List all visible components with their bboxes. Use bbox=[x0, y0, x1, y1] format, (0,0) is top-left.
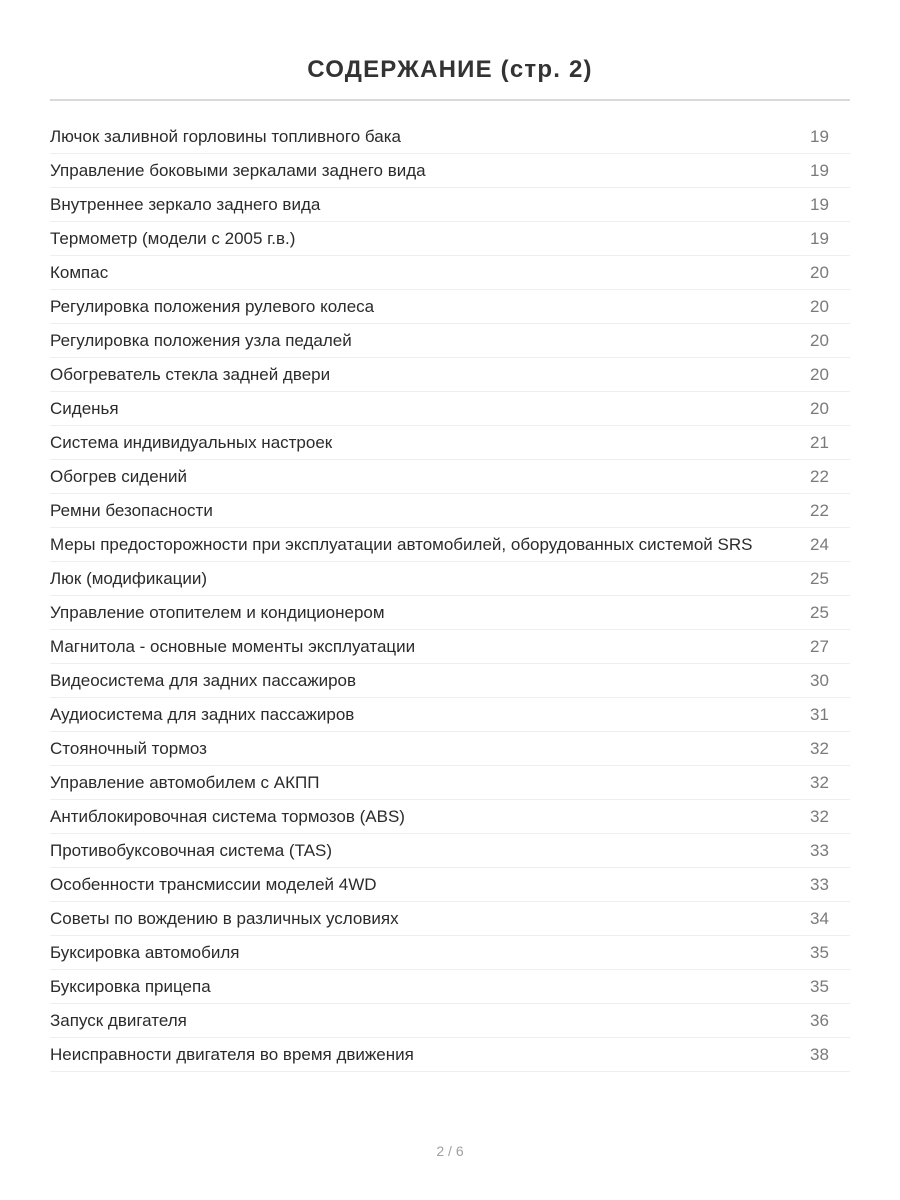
toc-entry[interactable] bbox=[50, 868, 850, 902]
toc-entry-page: 20 bbox=[810, 331, 829, 350]
toc-entry-title: Обогреватель стекла задней двери bbox=[50, 365, 331, 384]
toc-entry-page: 27 bbox=[810, 637, 829, 656]
toc-entry-title: Аудиосистема для задних пассажиров bbox=[50, 705, 355, 724]
toc-entry-title: Управление автомобилем с АКПП bbox=[50, 773, 320, 792]
toc-entry[interactable] bbox=[50, 766, 850, 800]
toc-entry-page: 19 bbox=[810, 127, 829, 146]
toc-entry-page: 20 bbox=[810, 263, 829, 282]
toc-entry-page: 33 bbox=[810, 841, 829, 860]
toc-entry-page: 25 bbox=[810, 569, 829, 588]
title-divider bbox=[50, 99, 850, 101]
toc-entry[interactable] bbox=[50, 834, 850, 868]
toc-entry-page: 32 bbox=[810, 773, 829, 792]
toc-entry-page: 30 bbox=[810, 671, 829, 690]
toc-entry-title: Буксировка автомобиля bbox=[50, 943, 240, 962]
toc-entry-title: Люк (модификации) bbox=[50, 569, 208, 588]
toc-entry-title: Лючок заливной горловины топливного бака bbox=[50, 127, 401, 146]
toc-entry[interactable] bbox=[50, 596, 850, 630]
toc-entry-title: Особенности трансмиссии моделей 4WD bbox=[50, 875, 377, 894]
toc-entry-page: 20 bbox=[810, 399, 829, 418]
toc-entry[interactable] bbox=[50, 426, 850, 460]
toc-entry-title: Внутреннее зеркало заднего вида bbox=[50, 195, 321, 214]
toc-entry-title: Термометр (модели с 2005 г.в.) bbox=[50, 229, 296, 248]
toc-entry-page: 19 bbox=[810, 161, 829, 180]
toc-entry-page: 22 bbox=[810, 467, 829, 486]
toc-entry-title: Магнитола - основные моменты эксплуатации bbox=[50, 637, 416, 656]
toc-entry[interactable] bbox=[50, 256, 850, 290]
page-title: СОДЕРЖАНИЕ (стр. 2) bbox=[307, 56, 593, 84]
toc-entry[interactable] bbox=[50, 936, 850, 970]
toc-entry-title: Советы по вождению в различных условиях bbox=[50, 909, 399, 928]
toc-entry[interactable] bbox=[50, 562, 850, 596]
toc-entry-title: Буксировка прицепа bbox=[50, 977, 211, 996]
toc-entry-page: 32 bbox=[810, 739, 829, 758]
toc-entry[interactable] bbox=[50, 290, 850, 324]
toc-entry[interactable] bbox=[50, 392, 850, 426]
toc-entry[interactable] bbox=[50, 358, 850, 392]
toc-entry-page: 21 bbox=[810, 433, 829, 452]
toc-entry[interactable] bbox=[50, 1038, 850, 1072]
toc-entry-title: Стояночный тормоз bbox=[50, 739, 207, 758]
toc-entry-page: 38 bbox=[810, 1045, 829, 1064]
toc-entry-page: 32 bbox=[810, 807, 829, 826]
toc-entry-page: 20 bbox=[810, 297, 829, 316]
toc-entry[interactable] bbox=[50, 494, 850, 528]
toc-entry-title: Сиденья bbox=[50, 399, 119, 418]
toc-entry-title: Регулировка положения рулевого колеса bbox=[50, 297, 375, 316]
toc-entry[interactable] bbox=[50, 970, 850, 1004]
toc-entry-title: Регулировка положения узла педалей bbox=[50, 331, 352, 350]
toc-entry-title: Запуск двигателя bbox=[50, 1011, 187, 1030]
toc-entry[interactable] bbox=[50, 188, 850, 222]
toc-entry-title: Управление отопителем и кондиционером bbox=[50, 603, 385, 622]
toc-list bbox=[50, 120, 850, 1072]
toc-entry[interactable] bbox=[50, 800, 850, 834]
toc-entry[interactable] bbox=[50, 902, 850, 936]
toc-entry-page: 31 bbox=[810, 705, 829, 724]
toc-entry[interactable] bbox=[50, 664, 850, 698]
toc-entry-title: Видеосистема для задних пассажиров bbox=[50, 671, 357, 690]
toc-entry-title: Управление боковыми зеркалами заднего вида bbox=[50, 161, 426, 180]
page-indicator: 2 / 6 bbox=[436, 1143, 464, 1159]
toc-entry-page: 25 bbox=[810, 603, 829, 622]
toc-entry[interactable] bbox=[50, 120, 850, 154]
toc-entry-title: Компас bbox=[50, 263, 109, 282]
toc-entry[interactable] bbox=[50, 1004, 850, 1038]
toc-entry[interactable] bbox=[50, 630, 850, 664]
toc-entry[interactable] bbox=[50, 698, 850, 732]
toc-entry-page: 19 bbox=[810, 229, 829, 248]
toc-entry[interactable] bbox=[50, 324, 850, 358]
toc-entry-page: 36 bbox=[810, 1011, 829, 1030]
toc-entry-title: Антиблокировочная система тормозов (ABS) bbox=[50, 807, 405, 826]
toc-entry[interactable] bbox=[50, 154, 850, 188]
toc-entry-title: Меры предосторожности при эксплуатации автомобилей, оборудованных системой SRS bbox=[50, 535, 753, 554]
toc-entry-title: Неисправности двигателя во время движения bbox=[50, 1045, 414, 1064]
toc-entry-page: 35 bbox=[810, 977, 829, 996]
toc-entry-page: 33 bbox=[810, 875, 829, 894]
toc-entry-page: 22 bbox=[810, 501, 829, 520]
toc-entry-title: Ремни безопасности bbox=[50, 501, 213, 520]
toc-entry-title: Система индивидуальных настроек bbox=[50, 433, 333, 452]
toc-entry-title: Противобуксовочная система (TAS) bbox=[50, 841, 333, 860]
toc-entry-page: 34 bbox=[810, 909, 829, 928]
toc-entry-page: 19 bbox=[810, 195, 829, 214]
toc-entry[interactable] bbox=[50, 732, 850, 766]
toc-entry-page: 20 bbox=[810, 365, 829, 384]
toc-entry-page: 24 bbox=[810, 535, 829, 554]
toc-entry[interactable] bbox=[50, 460, 850, 494]
toc-entry[interactable] bbox=[50, 222, 850, 256]
toc-entry-page: 35 bbox=[810, 943, 829, 962]
toc-entry[interactable] bbox=[50, 528, 850, 562]
toc-entry-title: Обогрев сидений bbox=[50, 467, 188, 486]
